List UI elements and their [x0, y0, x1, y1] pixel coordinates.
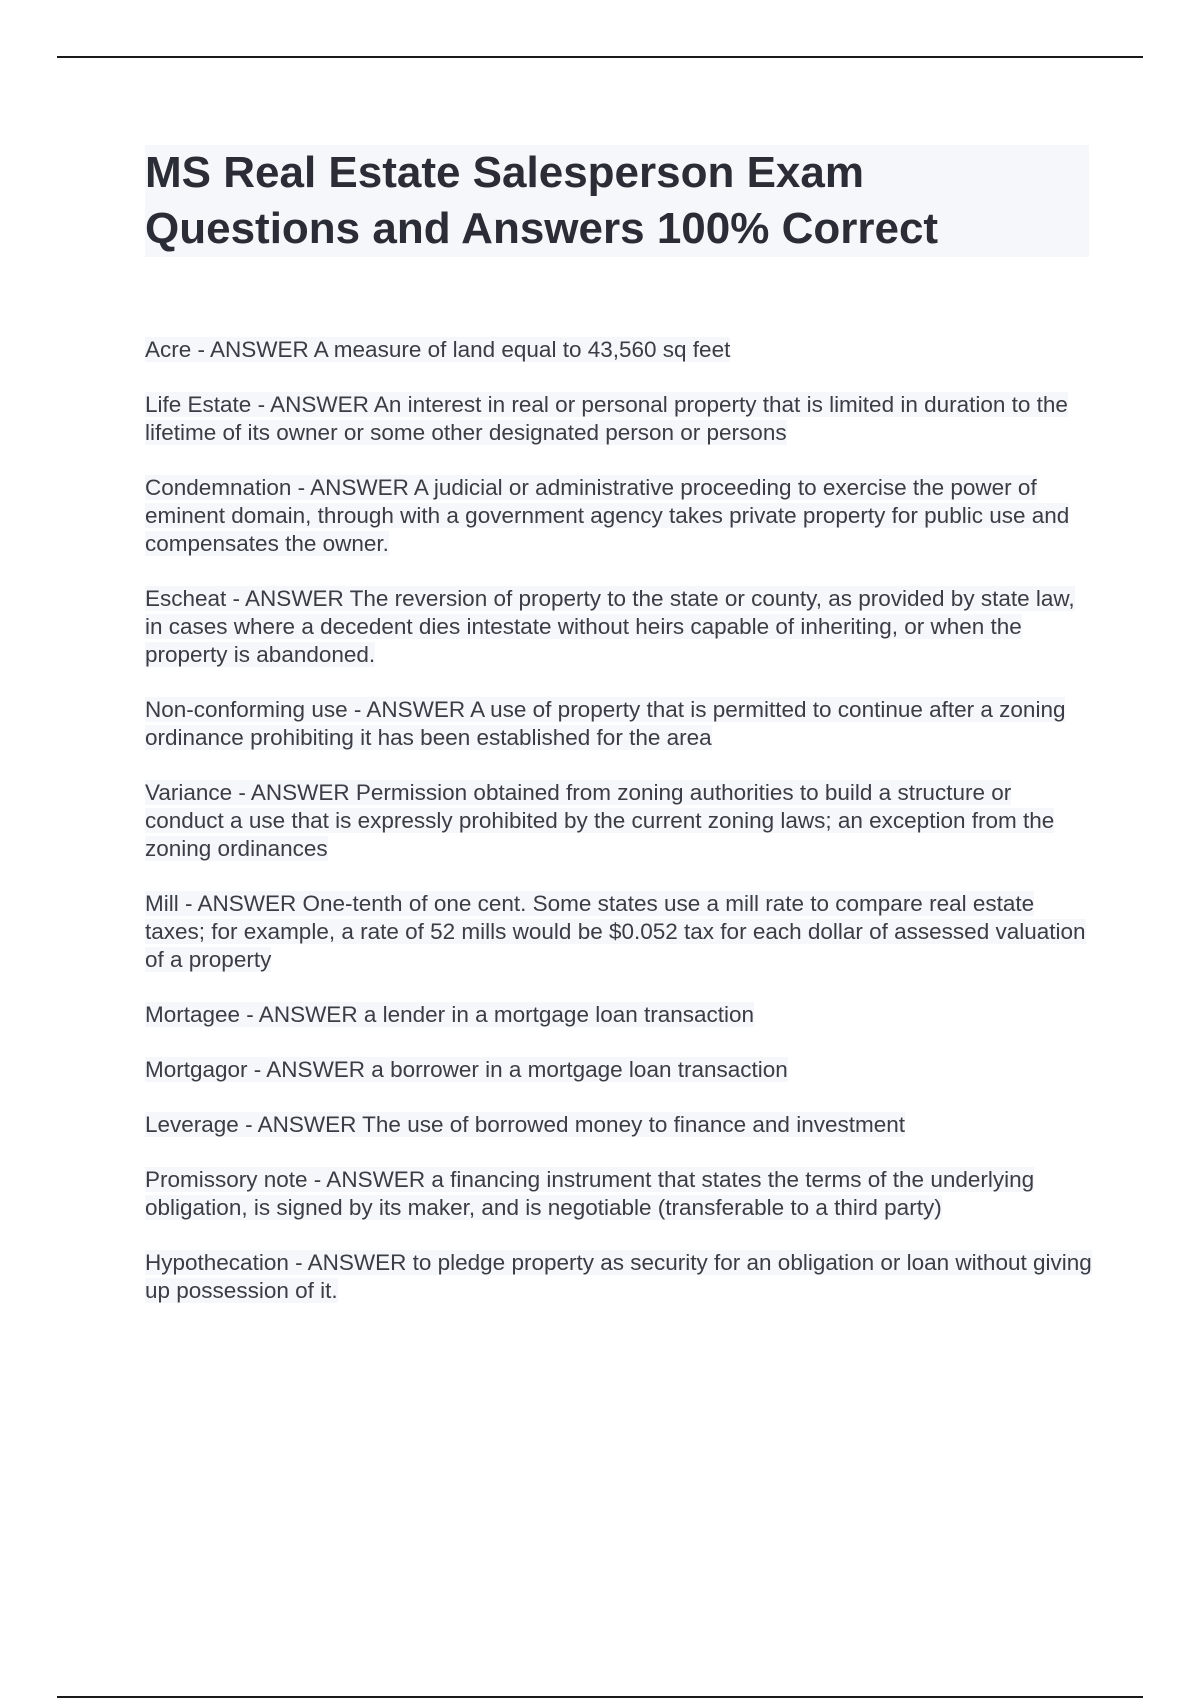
qa-item — [145, 1111, 1095, 1139]
qa-text: Non-conforming use - ANSWER A use of property that is permitted to continue after a zoning ordinance prohibiting it has been established for the area — [145, 697, 1066, 750]
qa-item — [145, 696, 1095, 752]
qa-item — [145, 391, 1095, 447]
qa-text: Escheat - ANSWER The reversion of property to the state or county, as provided by state law, in cases where a decedent dies intestate without heirs capable of inheriting, or when the property is abandoned. — [145, 586, 1075, 667]
qa-text: Acre - ANSWER A measure of land equal to 43,560 sq feet — [145, 337, 731, 362]
qa-item — [145, 779, 1095, 863]
page-title: MS Real Estate Salesperson Exam Questions and Answers 100% Correct — [145, 145, 1089, 257]
qa-text: Variance - ANSWER Permission obtained from zoning authorities to build a structure or conduct a use that is expressly prohibited by the current zoning laws; an exception from the zoning ordinances — [145, 780, 1055, 861]
footer-rule — [57, 1696, 1143, 1698]
qa-list — [145, 336, 1095, 1332]
qa-item — [145, 1001, 1095, 1029]
qa-text: Mortgagor - ANSWER a borrower in a mortgage loan transaction — [145, 1057, 788, 1082]
qa-text: Promissory note - ANSWER a financing instrument that states the terms of the underlying obligation, is signed by its maker, and is negotiable (transferable to a third party) — [145, 1167, 1035, 1220]
qa-item — [145, 1166, 1095, 1222]
qa-item — [145, 585, 1095, 669]
qa-item — [145, 890, 1095, 974]
qa-text: Condemnation - ANSWER A judicial or administrative proceeding to exercise the power of eminent domain, through with a government agency takes private property for public use and compensates the owner. — [145, 475, 1070, 556]
qa-item — [145, 1249, 1095, 1305]
qa-text: Mill - ANSWER One-tenth of one cent. Some states use a mill rate to compare real estate taxes; for example, a rate of 52 mills would be $0.052 tax for each dollar of assessed valuation of a property — [145, 891, 1086, 972]
qa-item — [145, 336, 1095, 364]
qa-text: Mortagee - ANSWER a lender in a mortgage loan transaction — [145, 1002, 755, 1027]
qa-text: Leverage - ANSWER The use of borrowed money to finance and investment — [145, 1112, 905, 1137]
header-rule — [57, 56, 1143, 58]
qa-text: Hypothecation - ANSWER to pledge property as security for an obligation or loan without giving up possession of it. — [145, 1250, 1092, 1303]
qa-item — [145, 474, 1095, 558]
qa-item — [145, 1056, 1095, 1084]
qa-text: Life Estate - ANSWER An interest in real or personal property that is limited in duration to the lifetime of its owner or some other designated person or persons — [145, 392, 1068, 445]
